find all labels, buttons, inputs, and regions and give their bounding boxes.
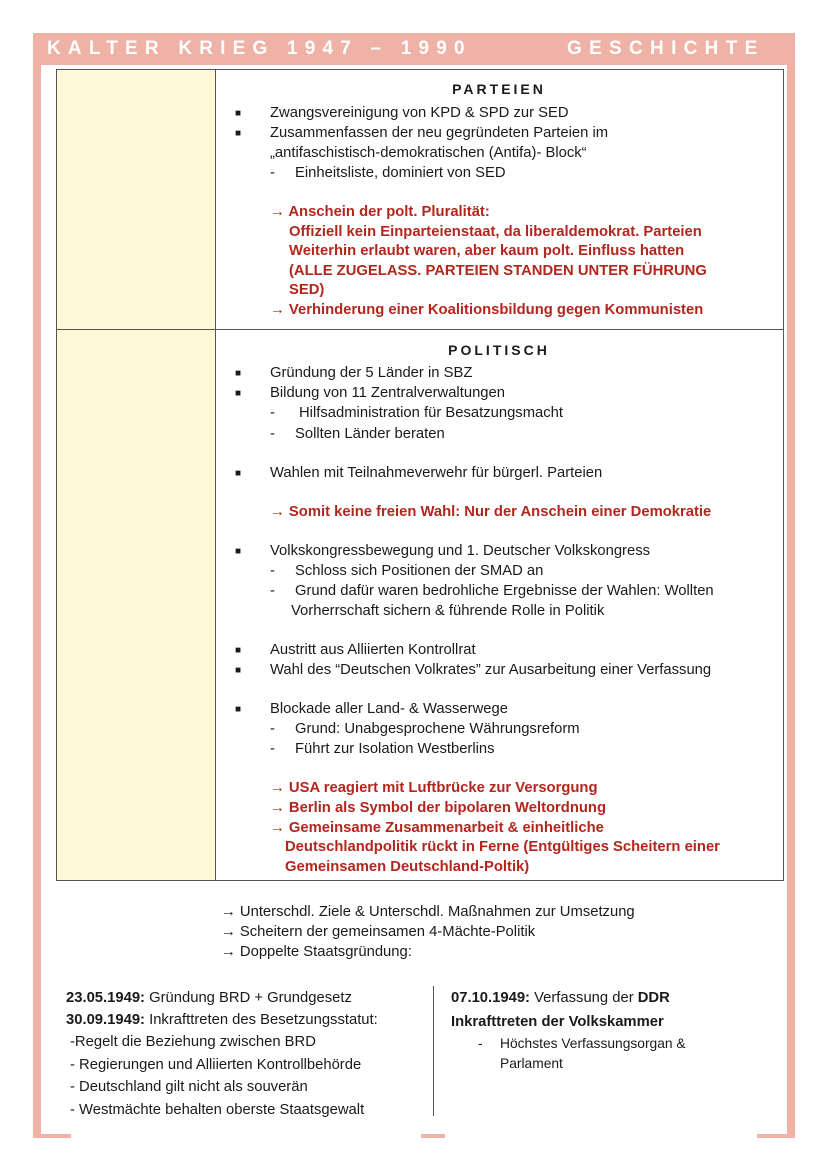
list-item: „antifaschistisch-demokratischen (Antifa)- Block“ — [270, 145, 587, 161]
brd-text-1: Gründung BRD + Grundgesetz — [144, 990, 352, 1006]
red-note: Gemeinsamen Deutschland-Poltik) — [285, 859, 530, 875]
frame-right — [787, 33, 795, 1138]
summary-line: → Scheitern der gemeinsamen 4-Mächte-Politik — [221, 924, 536, 940]
header-title: KALTER KRIEG 1947 – 1990 — [47, 38, 472, 59]
ddr-date-1: 07.10.1949: — [451, 990, 530, 1006]
list-item: Wahlen mit Teilnahmeverwehr für bürgerl. Parteien — [270, 465, 603, 481]
bullet-icon: ■ — [235, 665, 242, 676]
frame-bottom-right — [757, 1134, 795, 1138]
red-note: → Somit keine freien Wahl: Nur der Anschein einer Demokratie — [270, 504, 712, 520]
sub-item: Sollten Länder beraten — [295, 426, 445, 442]
summary-line: → Doppelte Staatsgründung: — [221, 944, 412, 960]
ddr-text-1b: DDR — [637, 990, 670, 1006]
brd-text-2: Inkrafttreten des Besetzungsstatut: — [144, 1012, 378, 1028]
bullet-icon: ■ — [235, 368, 242, 379]
red-note: → USA reagiert mit Luftbrücke zur Versorgung — [270, 780, 598, 796]
bullet-icon: ■ — [235, 108, 242, 119]
dash-icon: - — [270, 563, 275, 579]
section-politisch — [215, 330, 783, 880]
column-divider — [433, 986, 434, 1116]
brd-item: - Regierungen und Alliierten Kontrollbehörde — [70, 1057, 362, 1073]
red-note: → Verhinderung einer Koalitionsbildung gegen Kommunisten — [270, 302, 704, 318]
brd-item: -Regelt die Beziehung zwischen BRD — [70, 1034, 316, 1050]
bullet-icon: ■ — [235, 388, 242, 399]
list-item: Volkskongressbewegung und 1. Deutscher Volkskongress — [270, 543, 651, 559]
dash-icon: - — [270, 721, 275, 737]
ddr-line-1 — [451, 988, 670, 1008]
header-subject: GESCHICHTE — [567, 38, 765, 59]
summary-line: → Unterschdl. Ziele & Unterschdl. Maßnahmen zur Umsetzung — [221, 904, 635, 920]
ddr-text-1: Verfassung der — [529, 990, 638, 1006]
dash-icon: - — [270, 583, 275, 599]
section-parteien — [215, 70, 783, 329]
red-note: Offiziell kein Einparteienstaat, da liberaldemokrat. Parteien — [289, 224, 702, 240]
list-item: Blockade aller Land- & Wasserwege — [270, 701, 508, 717]
brd-line-2 — [66, 1010, 378, 1030]
bullet-icon: ■ — [235, 128, 242, 139]
red-note: (ALLE ZUGELASS. PARTEIEN STANDEN UNTER FÜHRUNG — [289, 263, 707, 279]
brd-date-1: 23.05.1949: — [66, 990, 145, 1006]
brd-line-1 — [66, 988, 352, 1008]
list-item: Austritt aus Alliierten Kontrollrat — [270, 642, 476, 658]
frame-bottom-middle — [421, 1134, 445, 1138]
sub-item: Hilfsadministration für Besatzungsmacht — [299, 405, 563, 421]
brd-item: - Westmächte behalten oberste Staatsgewalt — [70, 1102, 365, 1118]
ddr-line-2: Inkrafttreten der Volkskammer — [451, 1014, 664, 1030]
list-item: Bildung von 11 Zentralverwaltungen — [270, 385, 505, 401]
section-title-politisch: POLITISCH — [448, 342, 550, 358]
ddr-sub-item: Parlament — [500, 1056, 563, 1071]
left-cell-parteien — [57, 70, 216, 329]
frame-left — [33, 33, 41, 1138]
bullet-icon: ■ — [235, 468, 242, 479]
list-item: Wahl des “Deutschen Volkrates” zur Ausarbeitung einer Verfassung — [270, 662, 712, 678]
list-item: Zwangsvereinigung von KPD & SPD zur SED — [270, 105, 569, 121]
left-cell-politisch — [57, 330, 216, 880]
red-note: SED) — [289, 282, 325, 298]
section-title-parteien: PARTEIEN — [452, 81, 546, 97]
dash-icon: - — [270, 165, 275, 181]
ddr-sub-item: Höchstes Verfassungsorgan & — [500, 1036, 686, 1051]
dash-icon: - — [270, 426, 275, 442]
dash-icon: - — [478, 1036, 483, 1051]
list-item: Gründung der 5 Länder in SBZ — [270, 365, 473, 381]
red-note: → Gemeinsame Zusammenarbeit & einheitliche — [270, 820, 604, 836]
sub-item: Grund: Unabgesprochene Währungsreform — [295, 721, 580, 737]
bullet-icon: ■ — [235, 645, 242, 656]
sub-item: Führt zur Isolation Westberlins — [295, 741, 495, 757]
sub-item: Schloss sich Positionen der SMAD an — [295, 563, 544, 579]
sub-item: Vorherrschaft sichern & führende Rolle in Politik — [291, 603, 605, 619]
brd-date-2: 30.09.1949: — [66, 1012, 145, 1028]
bullet-icon: ■ — [235, 704, 242, 715]
sub-item: Einheitsliste, dominiert von SED — [295, 165, 506, 181]
dash-icon: - — [270, 741, 275, 757]
bullet-icon: ■ — [235, 546, 242, 557]
sub-item: Grund dafür waren bedrohliche Ergebnisse der Wahlen: Wollten — [295, 583, 714, 599]
red-note: → Berlin als Symbol der bipolaren Weltordnung — [270, 800, 606, 816]
red-note: → Anschein der polt. Pluralität: — [270, 204, 490, 220]
frame-bottom-left — [33, 1134, 71, 1138]
red-note: Weiterhin erlaubt waren, aber kaum polt. Einfluss hatten — [289, 243, 685, 259]
brd-item: - Deutschland gilt nicht als souverän — [70, 1079, 308, 1095]
dash-icon: - — [270, 405, 275, 421]
content-table — [56, 69, 784, 881]
red-note: Deutschlandpolitik rückt in Ferne (Entgültiges Scheitern einer — [285, 839, 720, 855]
list-item: Zusammenfassen der neu gegründeten Parteien im — [270, 125, 609, 141]
